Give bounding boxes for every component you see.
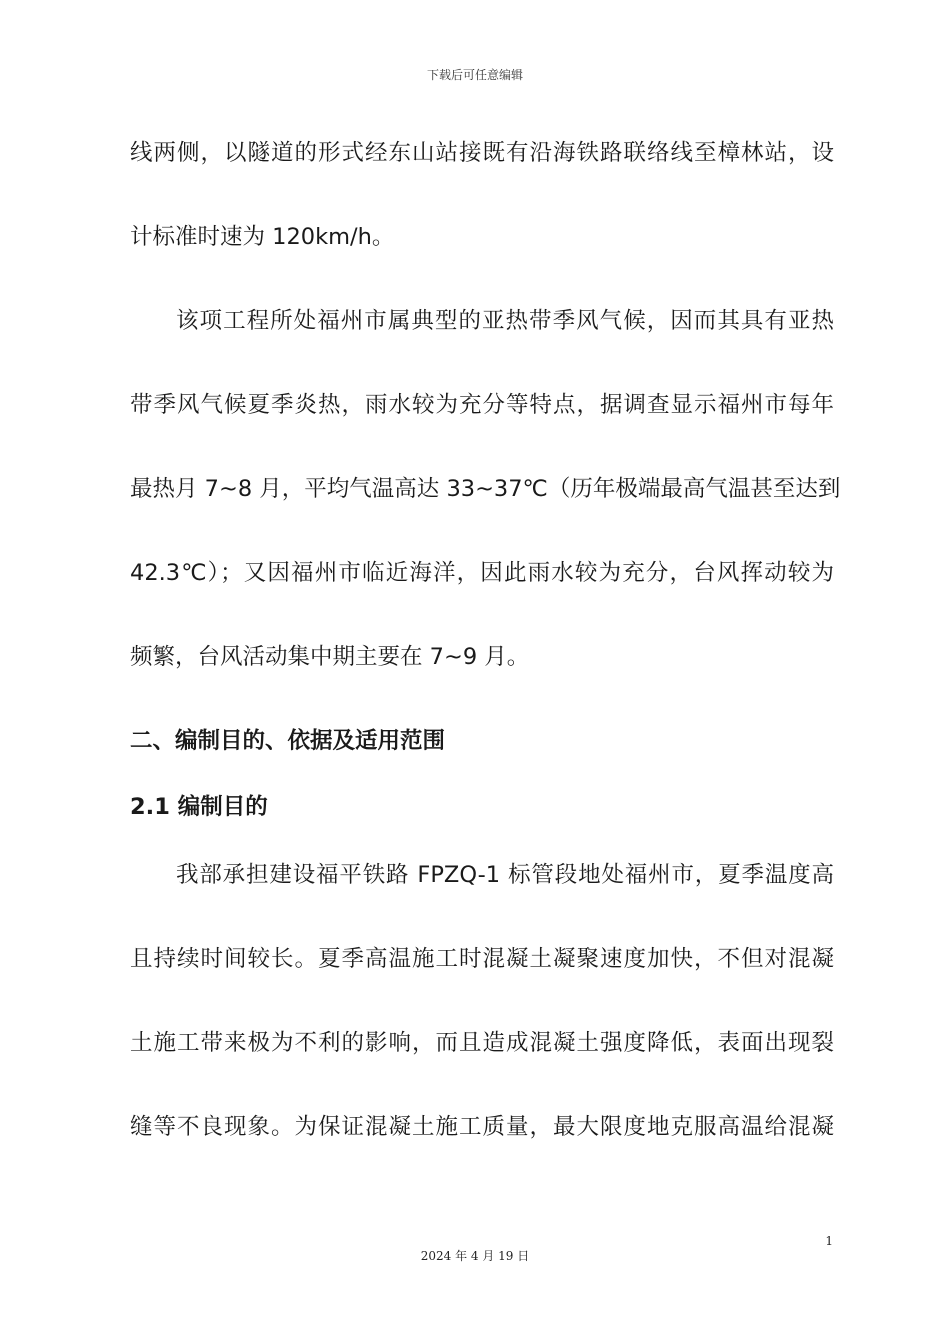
paragraph-line: 土施工带来极为不利的影响，而且造成混凝土强度降低，表面出现裂 [130,1030,834,1056]
paragraph-line: 频繁，台风活动集中期主要在 7~9 月。 [130,644,530,670]
paragraph-line: 缝等不良现象。为保证混凝土施工质量，最大限度地克服高温给混凝 [130,1114,834,1140]
paragraph-line: 且持续时间较长。夏季高温施工时混凝土凝聚速度加快，不但对混凝 [130,946,834,972]
paragraph-line: 该项工程所处福州市属典型的亚热带季风气候，因而其具有亚热 [176,308,834,334]
paragraph-line: 带季风气候夏季炎热，雨水较为充分等特点，据调查显示福州市每年 [130,392,834,418]
paragraph-line: 我部承担建设福平铁路 FPZQ-1 标管段地处福州市，夏季温度高 [176,862,834,888]
page-number: 1 [825,1234,833,1248]
page-footer-date: 2024 年 4 月 19 日 [420,1249,530,1263]
subsection-heading: 2.1 编制目的 [130,794,268,820]
paragraph-line: 42.3℃）；又因福州市临近海洋，因此雨水较为充分，台风挥动较为 [130,560,834,586]
paragraph-line: 最热月 7~8 月，平均气温高达 33~37℃（历年极端最高气温甚至达到 [130,476,841,502]
page-header: 下载后可任意编辑 [426,68,523,82]
paragraph-line: 线两侧，以隧道的形式经东山站接既有沿海铁路联络线至樟林站，设 [130,140,834,166]
section-heading: 二、编制目的、依据及适用范围 [130,728,446,754]
paragraph-line: 计标准时速为 120km/h。 [130,224,395,250]
document-body [130,128,841,1186]
